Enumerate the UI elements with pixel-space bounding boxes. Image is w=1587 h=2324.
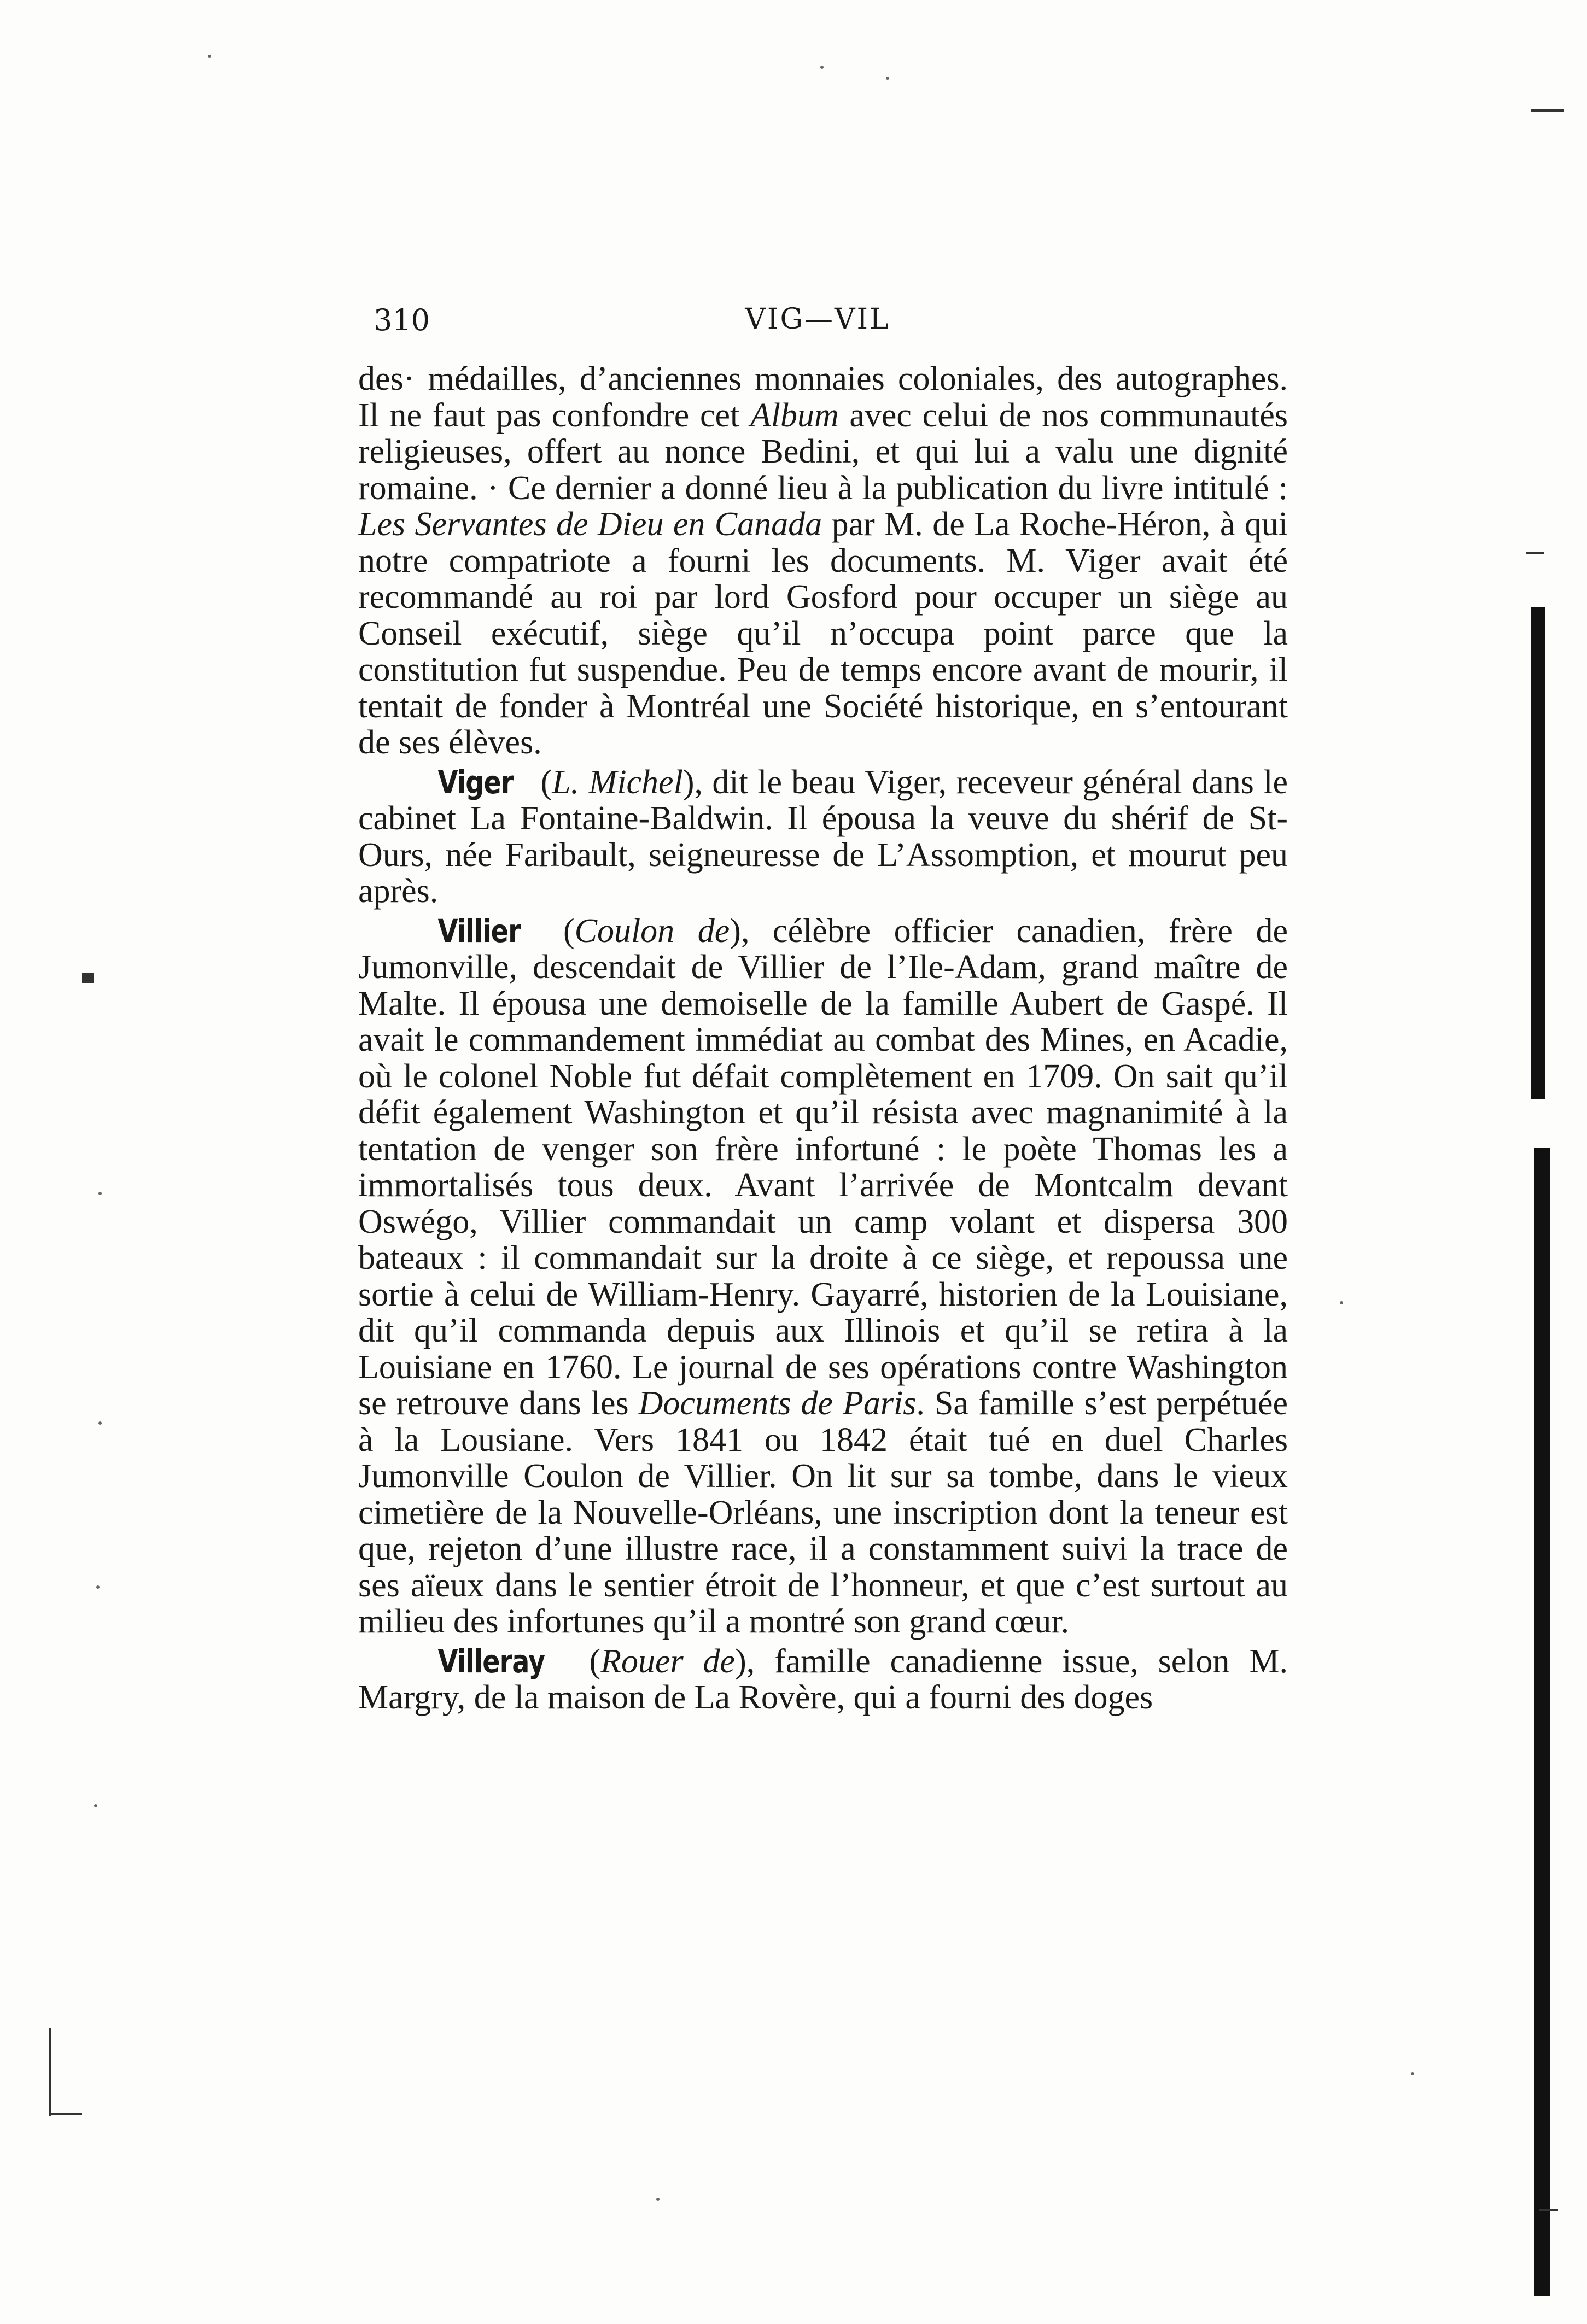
headword: Villier xyxy=(437,912,521,950)
dictionary-text xyxy=(358,361,1288,1716)
entry-qualifier: Coulon de xyxy=(574,912,730,950)
entry-qualifier: L. Michel xyxy=(552,763,683,801)
continuation-paragraph: des· médailles, d’anciennes monnaies coloniales, des autographes. Il ne faut pas confondre cet Album avec celui de nos communautés religieuses, offert au nonce Bedini, et qui lui a valu une dignité romaine. · Ce dernier a donné lieu à la publication du livre intitulé : Les Servantes de Dieu en Canada par M. de La Roche-Héron, à qui notre compatriote a fourni les documents. M. Viger avait été recommandé au roi par lord Gosford pour occuper un siège au Conseil exécutif, siège qu’il n’occupa point parce que la constitution fut suspendue. Peu de temps encore avant de mourir, il tentait de fonder à Montréal une Société historique, en s’entourant de ses élèves. xyxy=(358,360,1288,761)
entry-qualifier: Rouer de xyxy=(600,1642,736,1680)
edge-tick-mark xyxy=(1539,2209,1558,2211)
entry-viger: Viger (L. Michel), dit le beau Viger, receveur général dans le cabinet La Fontaine-Baldwin. Il épousa la veuve du shérif de St-Ours, née Faribault, seigneuresse de L’Assomption, et mourut peu après. xyxy=(358,763,1288,910)
left-edge-mark xyxy=(49,2028,51,2116)
scan-speck xyxy=(1340,1301,1343,1304)
scan-speck xyxy=(208,55,211,58)
binding-shadow-upper xyxy=(1531,607,1545,1099)
headword: Villeray xyxy=(437,1642,545,1680)
scan-speck xyxy=(1411,2072,1414,2075)
left-edge-mark xyxy=(82,973,94,983)
edge-tick-mark xyxy=(1531,109,1564,112)
scan-speck xyxy=(820,66,824,69)
entry-villier: Villier (Coulon de), célèbre officier canadien, frère de Jumonville, descendait de Villier de l’Ile-Adam, grand maître de Malte. Il épousa une demoiselle de la famille Aubert de Gaspé. Il avait le commandement immédiat au combat des Mines, en Acadie, où le colonel Noble fut défait complètement en 1709. On sait qu’il défit également Washington et qu’il résista avec magnanimité à la tentation de venger son frère infortuné : le poète Thomas les a immortalisés tous deux. Avant l’arrivée de Montcalm devant Oswégo, Villier commandait un camp volant et dispersa 300 bateaux : il commandait sur la droite à ce siège, et repoussa une sortie à celui de William-Henry. Gayarré, historien de la Louisiane, dit qu’il commanda depuis aux Illinois et qu’il se retira à la Louisiane en 1760. Le journal de ses opérations contre Washington se retrouve dans les Documents de Paris. Sa famille s’est perpétuée à la Lousiane. Vers 1841 ou 1842 était tué en duel Charles Jumonville Coulon de Villier. On lit sur sa tombe, dans le vieux cimetière de la Nouvelle-Orléans, une inscription dont la teneur est que, rejeton d’une illustre race, il a constamment suivi la trace de ses aïeux dans le sentier étroit de l’honneur, et que c’est surtout au milieu des infortunes qu’il a montré son grand cœur. xyxy=(358,912,1288,1640)
scan-speck xyxy=(94,1804,97,1807)
headword: Viger xyxy=(437,763,514,801)
binding-shadow-lower xyxy=(1534,1148,1550,2296)
entry-villeray: Villeray (Rouer de), famille canadienne issue, selon M. Margry, de la maison de La Rovère, qui a fourni des doges xyxy=(358,1642,1288,1716)
left-edge-mark xyxy=(49,2113,82,2115)
edge-tick-mark xyxy=(1526,552,1544,554)
scan-speck xyxy=(886,77,889,80)
page-number: 310 xyxy=(374,303,430,337)
page-header xyxy=(358,295,1277,344)
scan-speck xyxy=(656,2198,660,2201)
scan-speck xyxy=(98,1192,102,1195)
scan-speck xyxy=(96,1585,100,1589)
scan-speck xyxy=(98,1421,102,1425)
running-head: VIG—VIL xyxy=(745,303,890,336)
